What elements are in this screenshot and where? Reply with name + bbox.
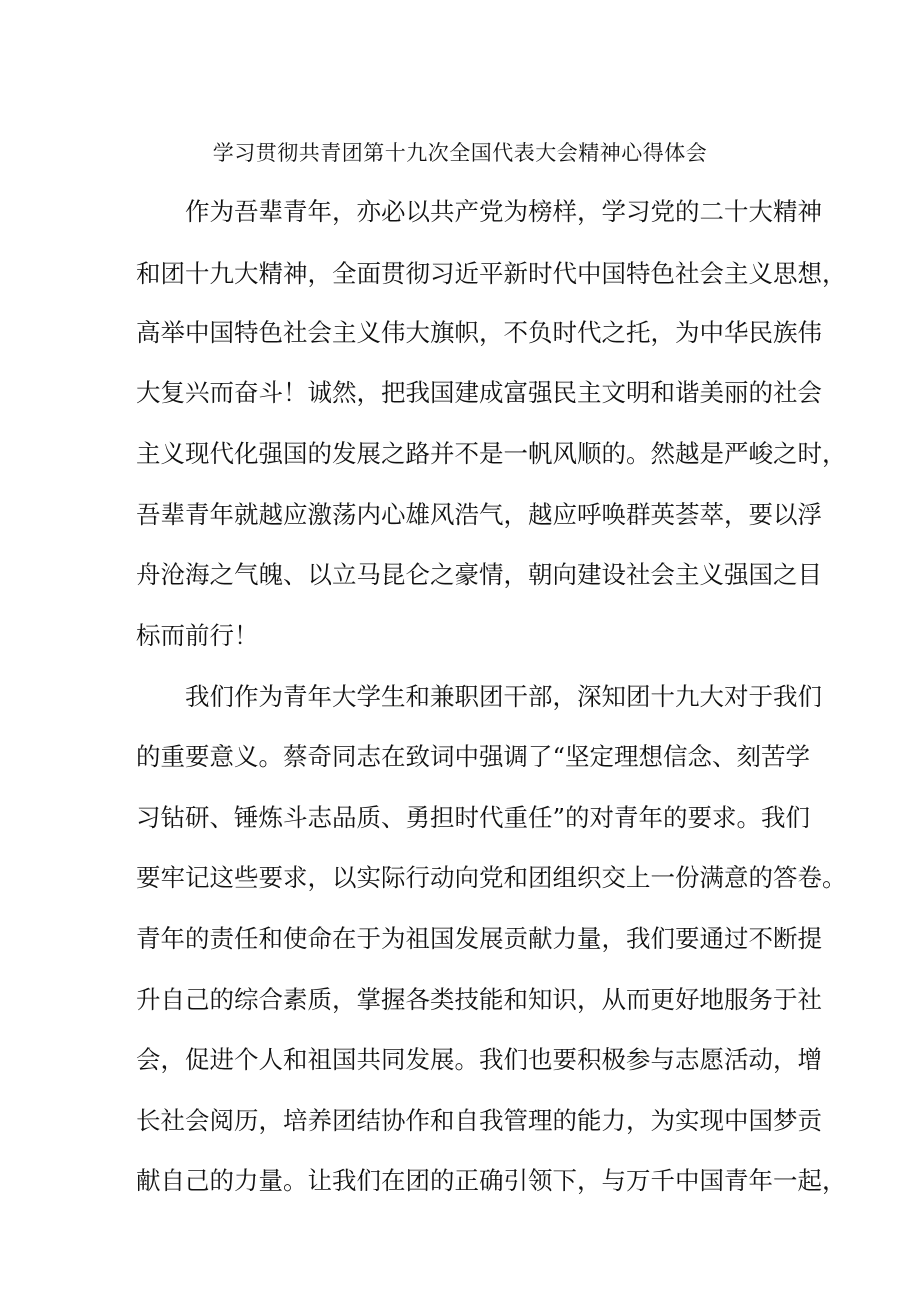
paragraph-2-line: 长社会阅历，培养团结协作和自我管理的能力，为实现中国梦贡 — [136, 1106, 822, 1135]
paragraph-1-line: 舟沧海之气魄、以立马昆仑之豪情，朝向建设社会主义强国之目 — [136, 560, 822, 589]
paragraph-1-line: 主义现代化强国的发展之路并不是一帆风顺的。然越是严峻之时， — [136, 439, 847, 468]
paragraph-1-line: 大复兴而奋斗！诚然，把我国建成富强民主文明和谐美丽的社会 — [136, 378, 822, 407]
paragraph-1-line: 和团十九大精神，全面贯彻习近平新时代中国特色社会主义思想， — [136, 259, 847, 288]
paragraph-1-line: 吾辈青年就越应激荡内心雄风浩气，越应呼唤群英荟萃，要以浮 — [136, 500, 822, 529]
paragraph-1-line: 作为吾辈青年，亦必以共产党为榜样，学习党的二十大精神 — [136, 197, 822, 226]
page-title: 学习贯彻共青团第十九次全国代表大会精神心得体会 — [212, 141, 708, 165]
paragraph-1-line: 标而前行！ — [136, 621, 259, 650]
paragraph-2-line: 升自己的综合素质，掌握各类技能和知识，从而更好地服务于社 — [136, 985, 822, 1014]
paragraph-2-line: 会，促进个人和祖国共同发展。我们也要积极参与志愿活动，增 — [136, 1045, 822, 1074]
paragraph-2-line: 习钻研、锤炼斗志品质、勇担时代重任”的对青年的要求。我们 — [136, 803, 811, 832]
paragraph-2-line: 的重要意义。蔡奇同志在致词中强调了“坚定理想信念、刻苦学 — [136, 742, 811, 771]
paragraph-2-line: 青年的责任和使命在于为祖国发展贡献力量，我们要通过不断提 — [136, 924, 822, 953]
paragraph-1-line: 高举中国特色社会主义伟大旗帜，不负时代之托，为中华民族伟 — [136, 318, 822, 347]
paragraph-2-line: 要牢记这些要求，以实际行动向党和团组织交上一份满意的答卷。 — [136, 863, 847, 892]
paragraph-2-line: 我们作为青年大学生和兼职团干部，深知团十九大对于我们 — [136, 682, 822, 711]
paragraph-2-line: 献自己的力量。让我们在团的正确引领下，与万千中国青年一起， — [136, 1166, 847, 1195]
